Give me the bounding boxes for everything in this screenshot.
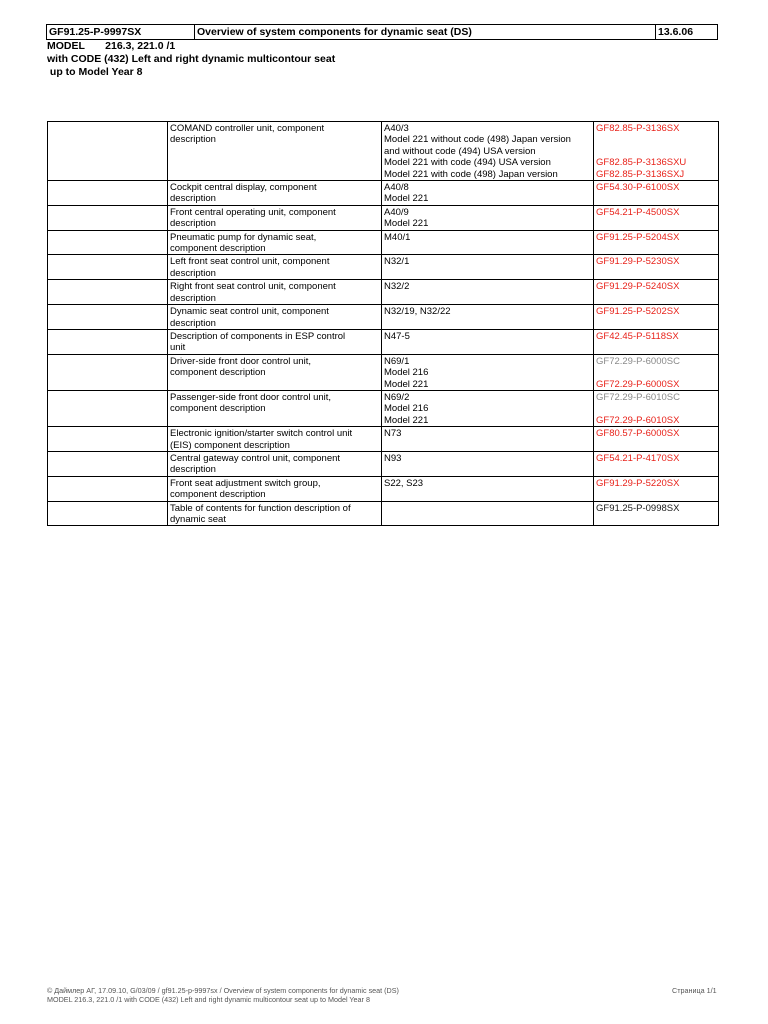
component-code-cell — [382, 255, 594, 280]
component-description-cell — [168, 181, 382, 206]
component-description-line: unit — [170, 342, 186, 354]
component-code-line: Model 221 — [384, 414, 429, 426]
component-code-cell — [382, 122, 594, 181]
document-reference-link[interactable]: GF72.29-P-6000SX — [596, 378, 680, 390]
component-code-line: N73 — [384, 428, 402, 440]
table-row — [48, 451, 719, 476]
row-blank-cell — [48, 501, 168, 526]
component-description-line: Front central operating unit, component — [170, 206, 336, 218]
component-code-cell — [382, 427, 594, 452]
component-description-cell — [168, 255, 382, 280]
components-table — [47, 121, 719, 526]
row-blank-cell — [48, 390, 168, 426]
component-code-line: N32/1 — [384, 256, 410, 268]
component-description-line: Cockpit central display, component — [170, 182, 317, 194]
table-row — [48, 476, 719, 501]
component-code-cell — [382, 501, 594, 526]
component-code-cell — [382, 280, 594, 305]
component-description-cell — [168, 122, 382, 181]
component-code-cell — [382, 354, 594, 390]
component-description-cell — [168, 205, 382, 230]
component-description-line: Front seat adjustment switch group, — [170, 477, 321, 489]
component-code-line: N93 — [384, 452, 402, 464]
document-reference-text — [596, 146, 716, 157]
component-description-line: description — [170, 464, 216, 476]
table-row — [48, 205, 719, 230]
document-title: Overview of system components for dynamic seat (DS) — [195, 25, 656, 39]
component-description-line: description — [170, 193, 216, 205]
component-description-line: (EIS) component description — [170, 439, 290, 451]
component-description-line: Left front seat control unit, component — [170, 256, 330, 268]
document-reference-cell — [594, 476, 719, 501]
row-blank-cell — [48, 280, 168, 305]
document-reference-text — [596, 134, 716, 145]
component-code-line: Model 221 without code (498) Japan version — [384, 134, 571, 146]
document-reference-link[interactable]: GF82.85-P-3136SX — [596, 123, 680, 134]
component-code-line: Model 216 — [384, 367, 429, 379]
document-reference-link[interactable]: GF80.57-P-6000SX — [596, 428, 680, 440]
footer-page-number: Страница 1/1 — [672, 986, 717, 995]
component-code-line: S22, S23 — [384, 477, 424, 489]
component-description-line: Passenger-side front door control unit, — [170, 391, 332, 403]
document-reference-cell — [594, 354, 719, 390]
component-code-cell — [382, 329, 594, 354]
table-row — [48, 354, 719, 390]
document-reference-cell — [594, 122, 719, 181]
component-description-line: Right front seat control unit, component — [170, 281, 336, 293]
component-description-line: dynamic seat — [170, 514, 226, 525]
component-code-line: N69/1 — [384, 355, 410, 367]
component-description-line: component description — [170, 403, 266, 415]
component-code-line: A40/8 — [384, 182, 409, 194]
row-blank-cell — [48, 354, 168, 390]
row-blank-cell — [48, 427, 168, 452]
document-reference-link[interactable]: GF54.21-P-4500SX — [596, 206, 680, 218]
row-blank-cell — [48, 305, 168, 330]
component-code-line — [384, 503, 591, 514]
table-row — [48, 181, 719, 206]
component-code-line: Model 216 — [384, 403, 429, 415]
document-reference-cell — [594, 255, 719, 280]
table-row — [48, 305, 719, 330]
component-code-cell — [382, 305, 594, 330]
component-code-line: and without code (494) USA version — [384, 145, 536, 157]
component-code-cell — [382, 390, 594, 426]
component-description-cell — [168, 427, 382, 452]
component-code-line: Model 221 with code (498) Japan version — [384, 168, 558, 180]
document-reference-link[interactable]: GF82.85-P-3136SXJ — [596, 168, 685, 180]
component-description-line: Dynamic seat control unit, component — [170, 306, 329, 318]
document-reference-link[interactable]: GF91.29-P-5230SX — [596, 256, 680, 268]
row-blank-cell — [48, 205, 168, 230]
document-reference-link[interactable]: GF72.29-P-6010SC — [596, 391, 680, 403]
document-reference-link[interactable]: GF54.21-P-4170SX — [596, 452, 680, 464]
document-reference-link[interactable]: GF42.45-P-5118SX — [596, 330, 679, 342]
component-code-cell — [382, 451, 594, 476]
component-code-line: Model 221 — [384, 218, 429, 230]
document-reference-text — [596, 403, 716, 414]
document-reference-cell — [594, 501, 719, 526]
document-reference-cell — [594, 230, 719, 255]
component-description-cell — [168, 390, 382, 426]
table-row — [48, 329, 719, 354]
component-code-line: A40/3 — [384, 123, 409, 134]
component-code-line: M40/1 — [384, 231, 411, 243]
component-description-line: Electronic ignition/starter switch control unit — [170, 428, 353, 440]
component-description-line: Description of components in ESP control — [170, 330, 346, 342]
component-description-cell — [168, 451, 382, 476]
table-row — [48, 230, 719, 255]
document-reference-cell — [594, 205, 719, 230]
row-blank-cell — [48, 230, 168, 255]
row-blank-cell — [48, 122, 168, 181]
component-description-line: component description — [170, 489, 266, 501]
row-blank-cell — [48, 451, 168, 476]
component-code-line: N32/2 — [384, 281, 410, 293]
component-description-cell — [168, 476, 382, 501]
document-reference-cell — [594, 427, 719, 452]
row-blank-cell — [48, 329, 168, 354]
document-reference-link[interactable]: GF91.29-P-5220SX — [596, 477, 680, 489]
component-description-cell — [168, 501, 382, 526]
table-row — [48, 501, 719, 526]
document-reference-text: GF91.25-P-0998SX — [596, 502, 680, 514]
row-blank-cell — [48, 255, 168, 280]
model-year-line: up to Model Year 8 — [47, 66, 143, 78]
component-code-cell — [382, 205, 594, 230]
component-description-cell — [168, 354, 382, 390]
table-row — [48, 280, 719, 305]
component-code-cell — [382, 181, 594, 206]
component-code-line: Model 221 with code (494) USA version — [384, 157, 551, 169]
component-description-line: COMAND controller unit, component — [170, 123, 325, 134]
code-line: with CODE (432) Left and right dynamic multicontour seat — [47, 53, 336, 65]
document-reference-link[interactable]: GF91.25-P-5202SX — [596, 306, 680, 318]
component-code-line: N32/19, N32/22 — [384, 306, 451, 318]
component-description-line: description — [170, 317, 216, 329]
table-row — [48, 122, 719, 181]
document-reference-link[interactable]: GF91.25-P-5204SX — [596, 231, 680, 243]
table-row — [48, 255, 719, 280]
document-reference-cell — [594, 451, 719, 476]
document-reference-link[interactable]: GF91.29-P-5240SX — [596, 281, 680, 293]
component-description-line: description — [170, 267, 216, 279]
component-description-line: Driver-side front door control unit, — [170, 355, 311, 367]
component-description-cell — [168, 329, 382, 354]
component-description-cell — [168, 305, 382, 330]
document-reference-link[interactable]: GF72.29-P-6000SC — [596, 355, 680, 367]
table-row — [48, 427, 719, 452]
component-code-line: N69/2 — [384, 391, 410, 403]
component-description-line: component description — [170, 243, 266, 255]
component-description-line: description — [170, 134, 216, 146]
document-reference-cell — [594, 305, 719, 330]
component-description-line: Table of contents for function description of — [170, 502, 351, 514]
model-line: MODEL 216.3, 221.0 /1 — [47, 40, 176, 52]
component-description-cell — [168, 230, 382, 255]
footer-source-line: © Даймлер АГ, 17.09.10, G/03/09 / gf91.25-p-9997sx / Overview of system components for dynamic seat (DS) — [47, 986, 399, 995]
row-blank-cell — [48, 181, 168, 206]
component-description-cell — [168, 280, 382, 305]
document-reference-link[interactable]: GF72.29-P-6010SX — [596, 414, 680, 426]
component-code-line: Model 221 — [384, 193, 429, 205]
component-code-cell — [382, 230, 594, 255]
component-code-line: Model 221 — [384, 378, 429, 390]
component-description-line: Central gateway control unit, component — [170, 452, 341, 464]
components-table-body — [48, 122, 719, 526]
document-reference-link[interactable]: GF82.85-P-3136SXU — [596, 157, 687, 169]
document-date: 13.6.06 — [658, 26, 694, 38]
component-description-line: component description — [170, 367, 266, 379]
document-reference-cell — [594, 280, 719, 305]
component-description-line: Pneumatic pump for dynamic seat, — [170, 231, 317, 243]
row-blank-cell — [48, 476, 168, 501]
table-row — [48, 390, 719, 426]
footer-model-line: MODEL 216.3, 221.0 /1 with CODE (432) Left and right dynamic multicontour seat up to Model Year 8 — [47, 995, 370, 1004]
document-reference-cell — [594, 329, 719, 354]
component-code-cell — [382, 476, 594, 501]
document-reference-cell — [594, 390, 719, 426]
document-reference-cell — [594, 181, 719, 206]
document-reference-link[interactable]: GF54.30-P-6100SX — [596, 182, 680, 194]
document-header — [46, 24, 718, 40]
component-description-line: description — [170, 218, 216, 230]
component-code-line: N47-5 — [384, 330, 410, 342]
component-description-line: description — [170, 292, 216, 304]
document-reference-text — [596, 367, 716, 378]
document-id: GF91.25-P-9997SX — [47, 25, 195, 39]
component-code-line: A40/9 — [384, 206, 409, 218]
